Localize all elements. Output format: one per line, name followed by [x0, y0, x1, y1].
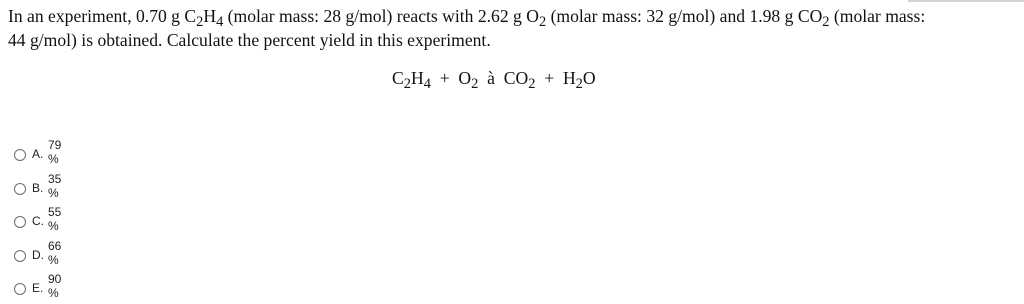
text-segment: (molar mass: 28 g/mol) reacts with 2.62 g O: [223, 6, 539, 26]
reaction-equation: [392, 66, 596, 93]
text-segment: (molar mass: 32 g/mol) and 1.98 g CO: [546, 6, 823, 26]
subscript-text: 2: [575, 76, 583, 93]
text-segment: O: [582, 68, 596, 88]
text-segment: H: [203, 6, 217, 26]
radio-button-e[interactable]: [14, 283, 26, 295]
option-value: 66 %: [48, 238, 62, 267]
radio-button-d[interactable]: [14, 250, 26, 262]
radio-button-b[interactable]: [14, 183, 26, 195]
text-segment: In an experiment, 0.70 g C: [8, 6, 197, 26]
question-text: [8, 4, 1022, 52]
top-divider: [908, 0, 1024, 2]
text-segment: à CO: [478, 68, 529, 88]
text-segment: + O: [430, 68, 472, 88]
text-segment: C: [392, 68, 404, 88]
option-value: 35 %: [48, 171, 62, 200]
option-value: 90 %: [48, 272, 62, 300]
subscript-text: 2: [538, 14, 547, 31]
question-line-1: [8, 4, 1022, 31]
text-segment: (molar mass:: [829, 6, 926, 26]
option-value: 55 %: [48, 205, 62, 233]
option-letter: C.: [32, 214, 44, 228]
option-letter: D.: [32, 247, 44, 262]
question-line-2: 44 g/mol) is obtained. Calculate the percent yield in this experiment.: [8, 30, 491, 50]
subscript-text: 2: [196, 14, 204, 31]
text-segment: H: [410, 68, 424, 88]
subscript-text: 2: [403, 76, 411, 93]
option-letter: E.: [32, 281, 44, 295]
radio-button-c[interactable]: [14, 216, 26, 228]
subscript-text: 2: [528, 76, 536, 93]
radio-button-a[interactable]: [14, 149, 26, 161]
text-segment: + H: [535, 68, 576, 88]
subscript-text: 4: [216, 14, 224, 31]
option-value: 79 %: [48, 138, 62, 166]
subscript-text: 2: [822, 14, 830, 31]
subscript-text: 2: [471, 76, 479, 93]
option-letter: B.: [32, 180, 44, 195]
option-letter: A.: [32, 147, 44, 161]
subscript-text: 4: [423, 76, 431, 93]
